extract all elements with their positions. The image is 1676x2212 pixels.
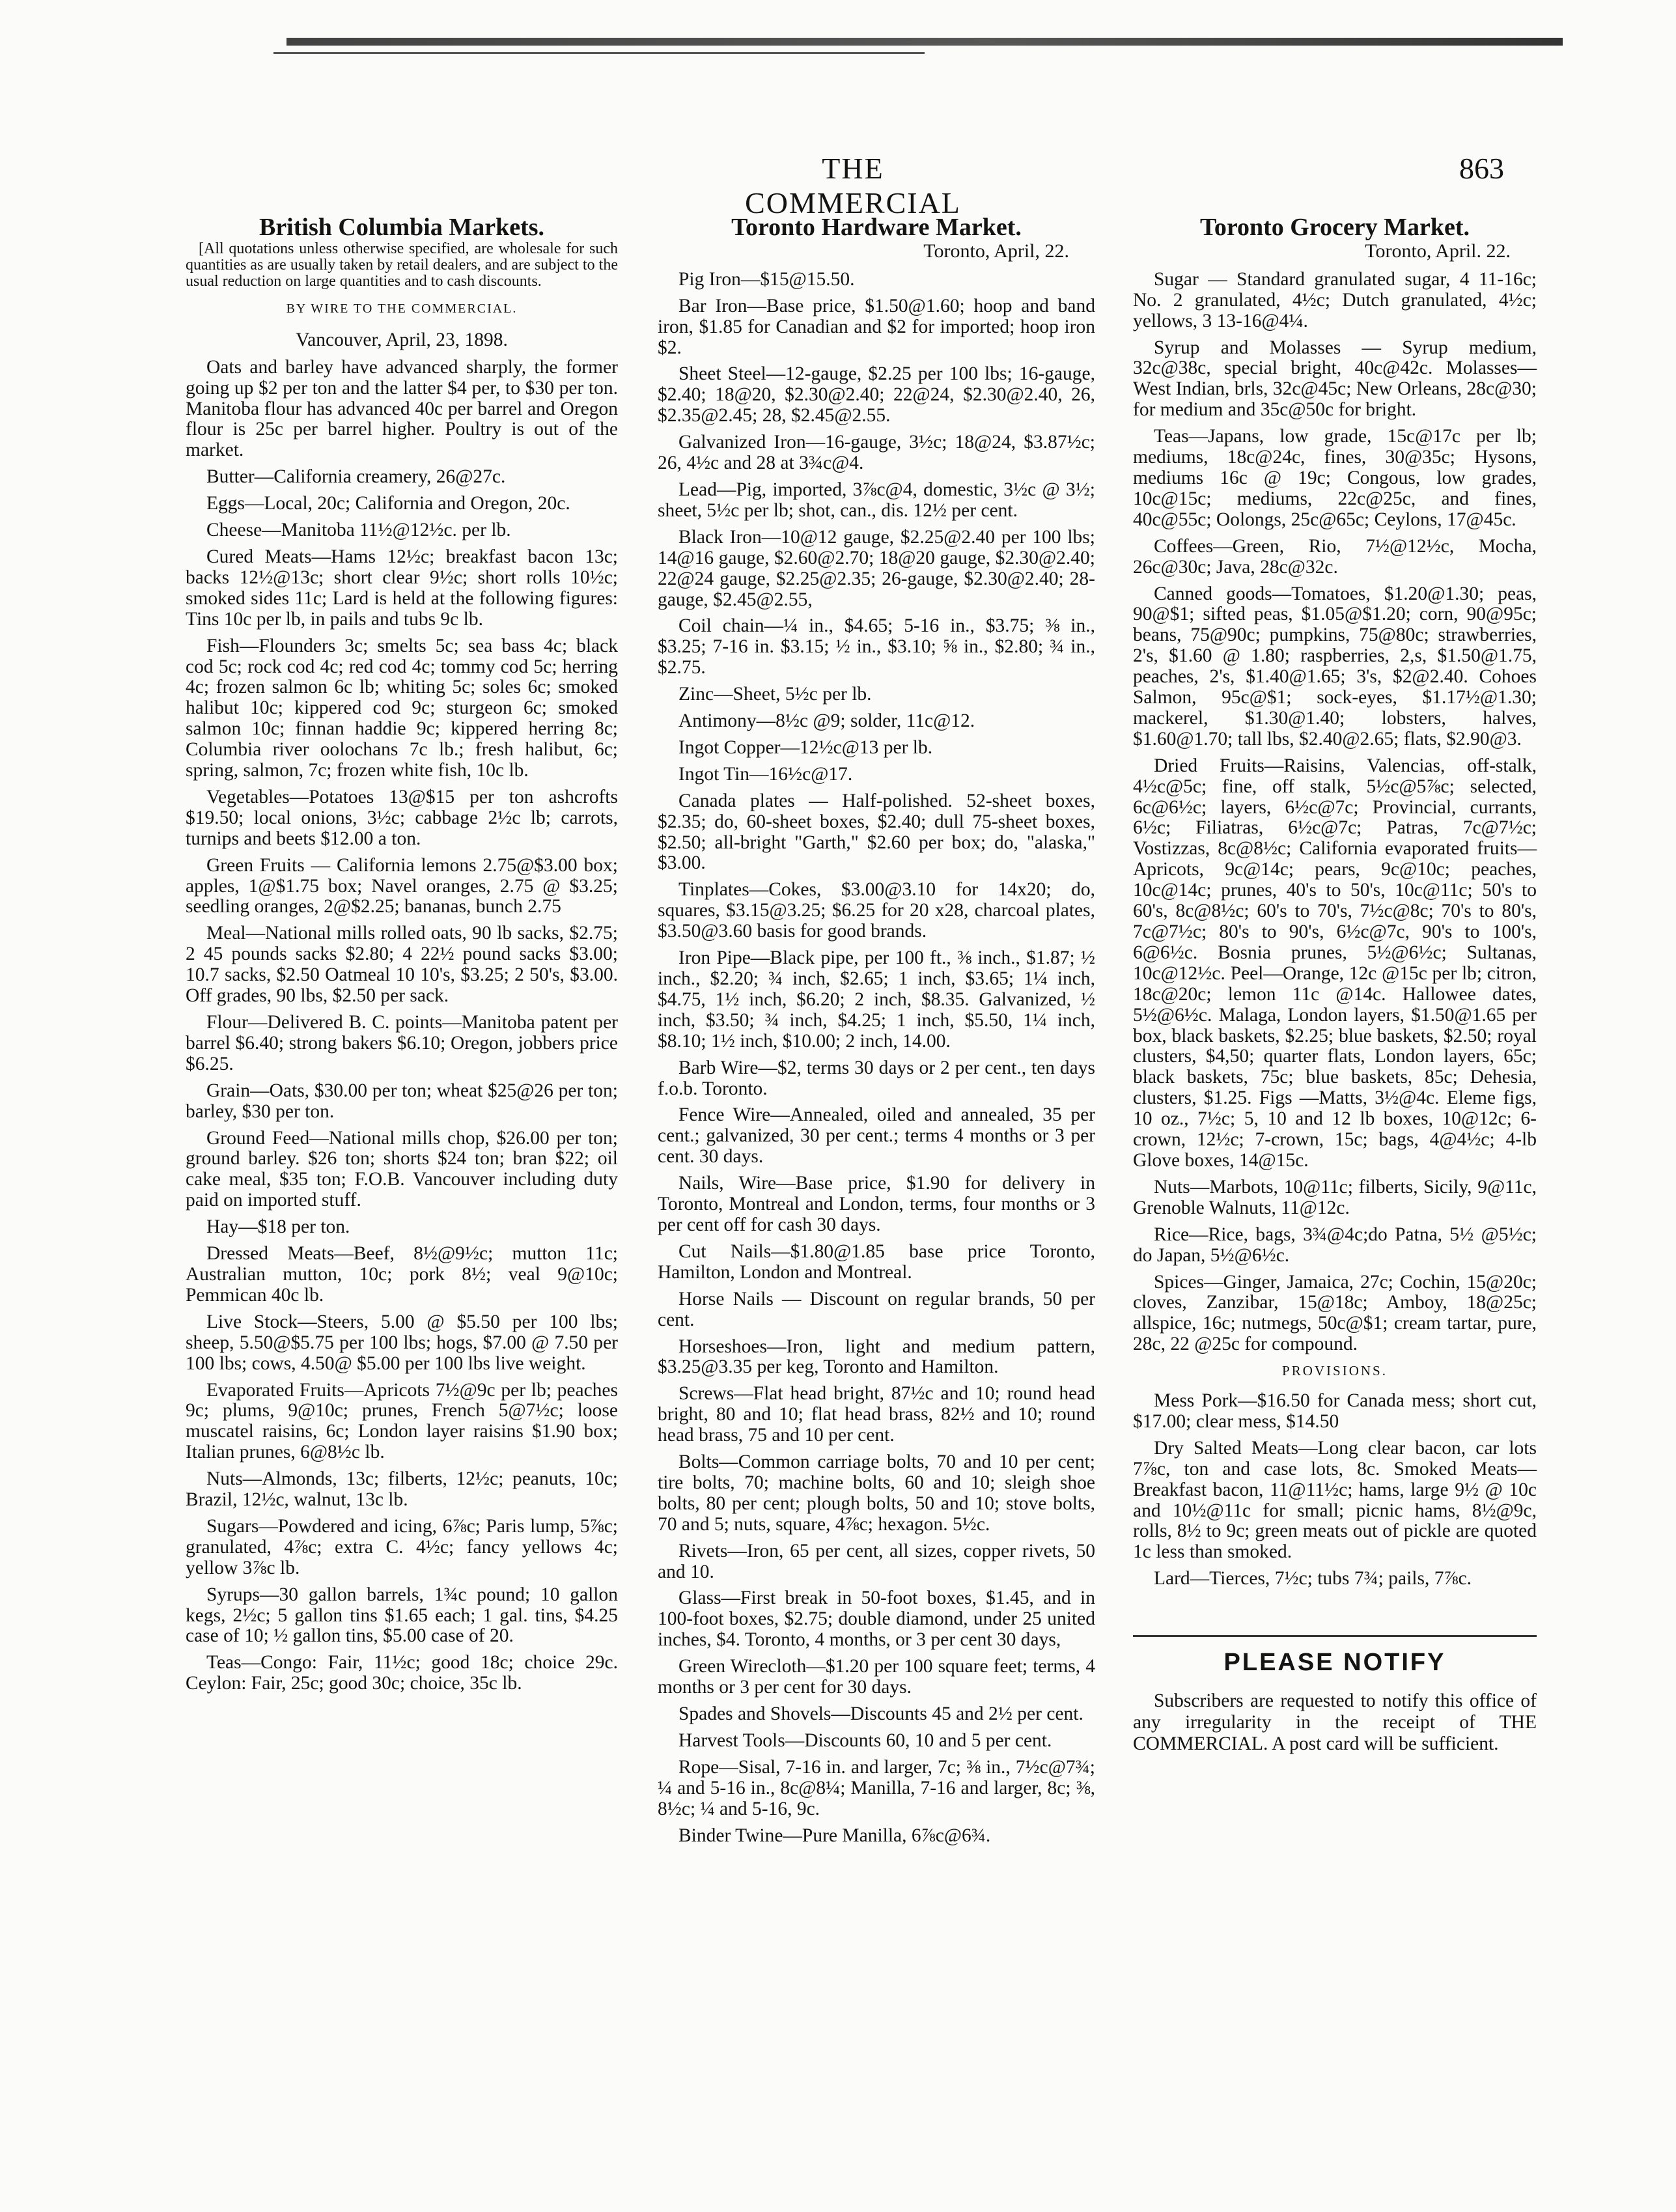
dateline: Vancouver, April, 23, 1898. — [296, 329, 508, 350]
market-entry: Evaporated Fruits—Apricots 7½@9c per lb; peaches 9c; plums, 9@10c; prunes, French 5@7½c; loose muscatel raisins, 6c; London layer raisins $1.90 box; Italian prunes, 6@8½c lb. — [186, 1379, 618, 1463]
market-entry: Oats and barley have advanced sharply, the former going up $2 per ton and the latter $4 per, to $30 per ton. Manitoba flour has advanced 40c per barrel and Oregon flour is 25c per barrel higher. Poultry is out of the market. — [186, 356, 618, 461]
provisions-entry: Mess Pork—$16.50 for Canada mess; short cut, $17.00; clear mess, $14.50 — [1133, 1390, 1537, 1432]
market-entry: Pig Iron—$15@15.50. — [678, 268, 855, 290]
market-entry: Fence Wire—Annealed, oiled and annealed, 35 per cent.; galvanized, 30 per cent.; terms 4 months or 3 per cent. 30 days. — [658, 1104, 1095, 1168]
dateline: Toronto, April, 22. — [923, 240, 1069, 262]
market-entry: Barb Wire—$2, terms 30 days or 2 per cent., ten days f.o.b. Toronto. — [658, 1057, 1095, 1099]
top-ornament-rule — [286, 38, 1563, 46]
dateline: Toronto, April. 22. — [1365, 240, 1511, 262]
market-entry: Lead—Pig, imported, 3⅞c@4, domestic, 3½c @ 3½; sheet, 5½c per lb; shot, can., dis. 12½ per cent. — [658, 479, 1095, 521]
market-entry: Canada plates — Half-polished. 52-sheet boxes, $2.35; do, 60-sheet boxes, $2.40; dull 75-sheet boxes, $2.50; all-bright "Garth," $2.60 per box; do, "alaska," $3.00. — [658, 790, 1095, 874]
market-entry: Cured Meats—Hams 12½c; breakfast bacon 13c; backs 12½@13c; short clear 9½c; short rolls 10½c; smoked sides 11c; Lard is held at the following figures: Tins 10c per lb, in pails and tubs 9c lb. — [186, 546, 618, 630]
market-entry: Nuts—Marbots, 10@11c; filberts, Sicily, 9@11c, Grenoble Walnuts, 11@12c. — [1133, 1176, 1537, 1218]
section-heading: British Columbia Markets. — [258, 214, 545, 241]
market-entry: Fish—Flounders 3c; smelts 5c; sea bass 4c; black cod 5c; rock cod 4c; red cod 4c; tommy cod 5c; herring 4c; frozen salmon 6c lb; whiting 5c; soles 6c; smoked halibut 10c; kippered cod 9c; sturgeon 6c; smoked salmon 10c; finnan haddie 9c; kippered herring 8c; Columbia river oolochans 7c lb.; fresh halibut, 6c; spring, salmon, 7c; frozen white fish, 10c lb. — [186, 635, 618, 781]
market-entry: Meal—National mills rolled oats, 90 lb sacks, $2.75; 2 45 pounds sacks $2.80; 4 22½ pound sacks $3.00; 10.7 sacks, $2.50 Oatmeal 10 10's, $3.25; 2 50's, $3.00. Off grades, 90 lbs, $2.50 per sack. — [186, 923, 618, 1007]
market-entries — [658, 270, 1095, 1847]
page-title: THE COMMERCIAL — [745, 152, 961, 219]
market-entry: Coil chain—¼ in., $4.65; 5-16 in., $3.75; ⅜ in., $3.25; 7-16 in. $3.15; ½ in., $3.10; ⅝ in., $2.80; ¾ in., $2.75. — [658, 615, 1095, 679]
column-toronto-hardware — [658, 214, 1095, 1852]
market-entry: Bar Iron—Base price, $1.50@1.60; hoop and band iron, $1.85 for Canadian and $2 for imported; hoop iron $2. — [658, 295, 1095, 358]
market-entry: Sugar — Standard granulated sugar, 4 11-16c; No. 2 granulated, 4½c; Dutch granulated, 4½c; yellows, 3 13-16@4¼. — [1133, 268, 1537, 331]
market-entry: Canned goods—Tomatoes, $1.20@1.30; peas, 90@$1; sifted peas, $1.05@$1.20; corn, 90@95c; beans, 75@90c; pumpkins, 75@80c; strawberries, 2's, $1.60 @ 1.80; raspberries, 2,s, $1.50@1.75, peaches, 2's, $1.40@1.65; 3's, $2@2.40. Cohoes Salmon, 95c@$1; sock-eyes, $1.17½@1.30; mackerel, $1.30@1.40; lobsters, halves, $1.60@1.70; tall lbs, $2.40@2.65; flats, $2.90@3. — [1133, 583, 1537, 749]
page-header — [0, 151, 1676, 219]
market-entry: Ingot Tin—16½c@17. — [678, 763, 853, 785]
market-entry: Tinplates—Cokes, $3.00@3.10 for 14x20; do, squares, $3.15@3.25; $6.25 for 20 x28, charcoal plates, $3.50@3.60 basis for good brands. — [658, 879, 1095, 942]
market-entries — [1133, 270, 1537, 1355]
market-entry: Screws—Flat head bright, 87½c and 10; round head bright, 80 and 10; flat head brass, 82½ and 10; round head brass, 75 and 10 per cent. — [658, 1383, 1095, 1446]
market-entry: Vegetables—Potatoes 13@$15 per ton ashcrofts $19.50; local onions, 3½c; cabbage 2½c lb; carrots, turnips and beets $12.00 a ton. — [186, 786, 618, 849]
market-entry: Nuts—Almonds, 13c; filberts, 12½c; peanuts, 10c; Brazil, 12½c, walnut, 13c lb. — [186, 1468, 618, 1511]
market-entry: Hay—$18 per ton. — [206, 1216, 350, 1238]
market-entry: Cut Nails—$1.80@1.85 base price Toronto, Hamilton, London and Montreal. — [658, 1240, 1095, 1283]
market-entry: Syrups—30 gallon barrels, 1¾c pound; 10 gallon kegs, 2½c; 5 gallon tins $1.65 each; 1 gal. tins, $4.25 case of 10; ½ gallon tins, $5.00 case of 20. — [186, 1584, 618, 1647]
market-entries — [186, 357, 618, 1694]
market-entry: Green Wirecloth—$1.20 per 100 square feet; terms, 4 months or 3 per cent for 30 days. — [658, 1656, 1095, 1698]
market-entry: Butter—California creamery, 26@27c. — [206, 466, 506, 488]
market-entry: Nails, Wire—Base price, $1.90 for delivery in Toronto, Montreal and London, terms, four months or 3 per cent off for cash 30 days. — [658, 1173, 1095, 1235]
market-entry: Flour—Delivered B. C. points—Manitoba patent per barrel $6.40; strong bakers $6.10; Oregon, jobbers price $6.25. — [186, 1012, 618, 1074]
market-entry: Binder Twine—Pure Manilla, 6⅞c@6¾. — [678, 1825, 991, 1846]
market-entry: Galvanized Iron—16-gauge, 3½c; 18@24, $3.87½c; 26, 4½c and 28 at 3¾c@4. — [658, 432, 1095, 474]
top-thin-rule — [273, 52, 925, 54]
market-entry: Syrup and Molasses — Syrup medium, 32c@38c, special bright, 40c@42c. Molasses—West Indian, brls, 32c@45c; New Orleans, 28c@30; for medium and 35c@50c for bright. — [1133, 337, 1537, 421]
market-entry: Bolts—Common carriage bolts, 70 and 10 per cent; tire bolts, 70; machine bolts, 60 and 10; sleigh shoe bolts, 80 per cent; plough bolts, 50 and 10; stove bolts, 70 and 5; nuts, square, 4⅞c; hexagon. 5½c. — [658, 1451, 1095, 1535]
market-entry: Coffees—Green, Rio, 7½@12½c, Mocha, 26c@30c; Java, 28c@32c. — [1133, 535, 1537, 578]
section-heading: Toronto Hardware Market. — [731, 214, 1022, 241]
market-entry: Antimony—8½c @9; solder, 11c@12. — [678, 710, 975, 732]
market-entry: Rope—Sisal, 7-16 in. and larger, 7c; ⅜ in., 7½c@7¾; ¼ and 5-16 in., 8c@8¼; Manilla, 7-16 and larger, 8c; ⅜, 8½c; ¼ and 5-16, 9c. — [658, 1756, 1095, 1819]
provisions-entry: Dry Salted Meats—Long clear bacon, car lots 7⅞c, ton and case lots, 8c. Smoked Meats—Breakfast bacon, 11@11½c; hams, large 9½ @ 10c and 10½@11c for small; picnic hams, 8½@9c, rolls, 8½ to 9c; green meats out of pickle are quoted 1c less than smoked. — [1133, 1437, 1537, 1563]
notify-box — [1133, 1635, 1537, 1755]
market-entry: Cheese—Manitoba 11½@12½c. per lb. — [206, 520, 511, 541]
market-entry: Rivets—Iron, 65 per cent, all sizes, copper rivets, 50 and 10. — [658, 1540, 1095, 1582]
market-entry: Dressed Meats—Beef, 8½@9½c; mutton 11c; Australian mutton, 10c; pork 8½; veal 9@10c; Pemmican 40c lb. — [186, 1243, 618, 1306]
market-entry: Rice—Rice, bags, 3¾@4c;do Patna, 5½ @5½c; do Japan, 5½@6½c. — [1133, 1224, 1537, 1266]
wire-credit: BY WIRE TO THE COMMERCIAL. — [286, 301, 518, 316]
provisions-heading: PROVISIONS. — [1282, 1363, 1388, 1379]
notify-text: Subscribers are requested to notify this office of any irregularity in the receipt of THE COMMERCIAL. A post card will be sufficient. — [1133, 1690, 1537, 1755]
market-entry: Dried Fruits—Raisins, Valencias, off-stalk, 4½c@5c; fine, off stalk, 5½c@5⅞c; selected, 6c@6½c; layers, 6½c@7c; Provincial, currants, 6½c; Filiatras, 6½c@7c; Patras, 7c@7½c; Vostizzas, 8c@8½c; California evaporated fruits—Apricots, 9c@14c; pears, 9c@10c; peaches, 10c@14c; prunes, 40's to 50's, 10c@11c; 50's to 60's, 8c@8½c; 60's to 70's, 7½c@8c; 70's to 80's, 7c@7½c; 80's to 90's, 6½c@7c, 90's to 100's, 6@6½c. Bosnia prunes, 5½@6½c; Sultanas, 10c@12½c. Peel—Orange, 12c @15c per lb; citron, 18c@20c; lemon 11c @14c. Hallowee dates, 5½@6½c. Malaga, London layers, $1.50@1.65 per box, black baskets, $2.25; blue baskets, $2.50; royal clusters, $4,50; quarter flats, London layers, 65c; black baskets, 75c; blue baskets, 85c; Dehesia, clusters, $1.25. Figs —Matts, 3½@4c. Eleme figs, 10 oz., 7½c; 5, 10 and 12 lb boxes, 10@12c; 6-crown, 12½c; 7-crown, 15c; bags, 4@4½c; 4-lb Glove boxes, 14@15c. — [1133, 755, 1537, 1171]
market-entry: Sheet Steel—12-gauge, $2.25 per 100 lbs; 16-gauge, $2.40; 18@20, $2.30@2.40; 22@24, $2.30@2.40, 26, $2.35@2.45; 28, $2.45@2.55. — [658, 363, 1095, 427]
notify-title: PLEASE NOTIFY — [1223, 1649, 1446, 1677]
page-number: 863 — [1459, 152, 1504, 185]
market-entry: Grain—Oats, $30.00 per ton; wheat $25@26 per ton; barley, $30 per ton. — [186, 1080, 618, 1122]
market-entry: Live Stock—Steers, 5.00 @ $5.50 per 100 lbs; sheep, 5.50@$5.75 per 100 lbs; hogs, $7.00 @ 7.50 per 100 lbs; cows, 4.50@ $5.00 per 100 lbs live weight. — [186, 1311, 618, 1374]
provisions-entries — [1133, 1391, 1537, 1589]
market-entry: Ground Feed—National mills chop, $26.00 per ton; ground barley. $26 ton; shorts $24 ton; bran $22; oil cake meal, $35 ton; F.O.B. Vancouver including duty paid on imported stuff. — [186, 1127, 618, 1211]
market-entry: Harvest Tools—Discounts 60, 10 and 5 per cent. — [678, 1729, 1052, 1751]
market-entry: Glass—First break in 50-foot boxes, $1.45, and in 100-foot boxes, $2.75; double diamond, under 25 united inches, $4. Toronto, 4 months, or 3 per cent 30 days, — [658, 1588, 1095, 1651]
market-entry: Horse Nails — Discount on regular brands, 50 per cent. — [658, 1288, 1095, 1330]
provisions-entry: Lard—Tierces, 7½c; tubs 7¾; pails, 7⅞c. — [1154, 1568, 1472, 1589]
column-toronto-grocery — [1133, 214, 1537, 1755]
market-entry: Sugars—Powdered and icing, 6⅞c; Paris lump, 5⅞c; granulated, 4⅞c; extra C. 4½c; fancy yellows 4c; yellow 3⅞c lb. — [186, 1515, 618, 1578]
market-entry: Horseshoes—Iron, light and medium pattern, $3.25@3.35 per keg, Toronto and Hamilton. — [658, 1336, 1095, 1378]
market-entry: Ingot Copper—12½c@13 per lb. — [678, 736, 933, 758]
market-entry: Spices—Ginger, Jamaica, 27c; Cochin, 15@20c; cloves, Zanzibar, 15@18c; Amboy, 18@25c; allspice, 16c; nutmegs, 50c@$1; cream tartar, pure, 28c, 22 @25c for compound. — [1133, 1271, 1537, 1355]
market-entry: Zinc—Sheet, 5½c per lb. — [678, 684, 872, 705]
market-entry: Iron Pipe—Black pipe, per 100 ft., ⅜ inch., $1.87; ½ inch., $2.20; ¾ inch, $2.65; 1 inch, $3.65; 1¼ inch, $4.75, 1½ inch, $6.20; 2 inch, $8.35. Galvanized, ½ inch, $3.50; ¾ inch, $4.25; 1 inch, $5.50, 1¼ inch, $8.10; 1½ inch, $10.00; 2 inch, 14.00. — [658, 947, 1095, 1052]
market-entry: Spades and Shovels—Discounts 45 and 2½ per cent. — [678, 1703, 1083, 1724]
section-heading: Toronto Grocery Market. — [1199, 214, 1470, 241]
market-entry: Green Fruits — California lemons 2.75@$3.00 box; apples, 1@$1.75 box; Navel oranges, 2.75 @ $3.25; seedling oranges, 2@$2.25; bananas, bunch 2.75 — [186, 854, 618, 917]
market-entry: Eggs—Local, 20c; California and Oregon, 20c. — [206, 493, 570, 514]
quotation-note: [All quotations unless otherwise specified, are wholesale for such quantities as are usually taken by retail dealers, and are subject to the usual reduction on large quantities and to cash discounts. — [186, 240, 618, 290]
market-entry: Black Iron—10@12 gauge, $2.25@2.40 per 100 lbs; 14@16 gauge, $2.60@2.70; 18@20 gauge, $2.30@2.40; 22@24 gauge, $2.25@2.35; 26-gauge, $2.30@2.40; 28-gauge, $2.45@2.55, — [658, 526, 1095, 610]
column-british-columbia — [186, 214, 618, 1700]
market-entry: Teas—Japans, low grade, 15c@17c per lb; mediums, 18c@24c, fines, 30@35c; Hysons, mediums 16c @ 19c; Congous, low grades, 10c@15c; mediums, 22c@25c, and fines, 40c@55c; Oolongs, 25c@65c; Ceylons, 17@45c. — [1133, 426, 1537, 530]
market-entry: Teas—Congo: Fair, 11½c; good 18c; choice 29c. Ceylon: Fair, 25c; good 30c; choice, 35c lb. — [186, 1652, 618, 1694]
